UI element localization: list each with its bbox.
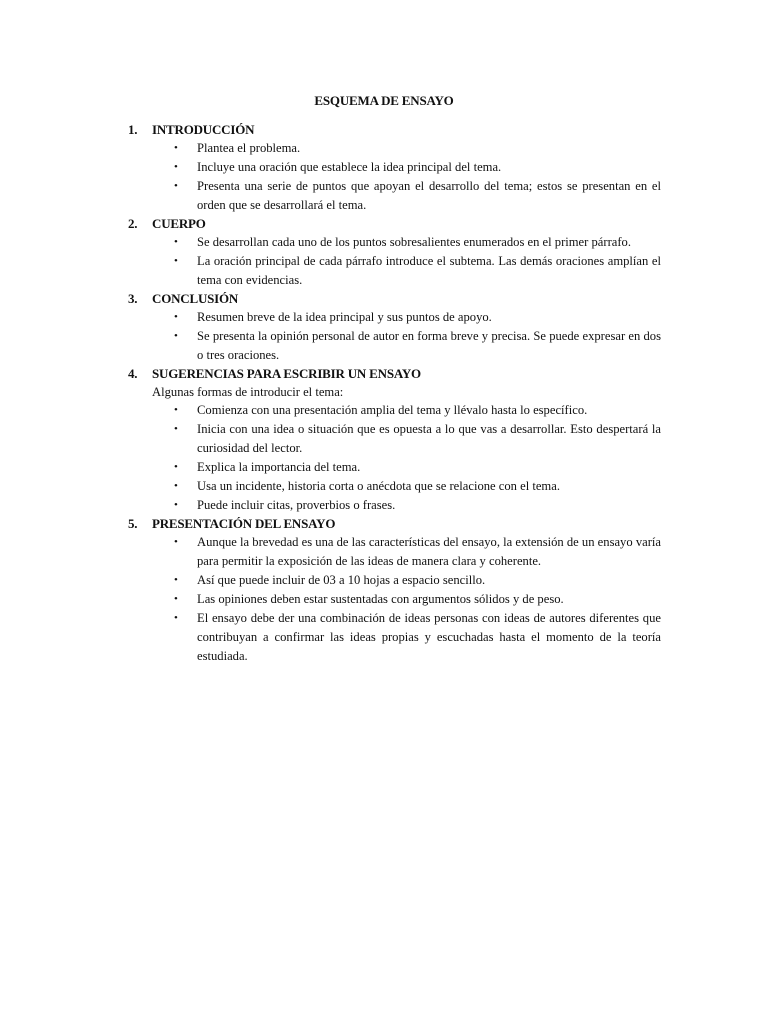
section-title: PRESENTACIÓN DEL ENSAYO [152, 516, 336, 531]
list-item-text: Plantea el problema. [197, 141, 301, 155]
list-item [128, 308, 661, 327]
list-item-text: Las opiniones deben estar sustentadas con argumentos sólidos y de peso. [197, 592, 564, 606]
bullet-icon: • [174, 461, 178, 473]
bullet-icon: • [174, 536, 178, 548]
list-item-text: Comienza con una presentación amplia del tema y llévalo hasta lo específico. [197, 403, 588, 417]
section-introduccion [128, 121, 661, 215]
section-number: 5. [128, 516, 138, 531]
bullet-icon: • [174, 180, 178, 192]
list-item [128, 233, 661, 252]
list-item [128, 401, 661, 420]
bullet-icon: • [174, 423, 178, 435]
bullet-list [128, 308, 661, 365]
list-item [128, 477, 661, 496]
section-heading [128, 121, 661, 139]
bullet-icon: • [174, 330, 178, 342]
list-item [128, 609, 661, 666]
bullet-icon: • [174, 612, 178, 624]
list-item [128, 590, 661, 609]
list-item [128, 252, 661, 290]
list-item-text: El ensayo debe der una combinación de ideas personas con ideas de autores diferentes que contribuyan a confirmar las ideas propias y escuchadas hasta el momento de la teoría estudiada. [197, 611, 661, 663]
list-item [128, 139, 661, 158]
section-cuerpo [128, 215, 661, 290]
list-item [128, 458, 661, 477]
section-heading [128, 365, 661, 383]
section-heading [128, 215, 661, 233]
section-sugerencias [128, 365, 661, 515]
list-item-text: Usa un incidente, historia corta o anécdota que se relacione con el tema. [197, 479, 560, 493]
list-item-text: La oración principal de cada párrafo introduce el subtema. Las demás oraciones amplían el tema con evidencias. [197, 254, 661, 287]
list-item-text: Puede incluir citas, proverbios o frases. [197, 498, 396, 512]
section-heading [128, 290, 661, 308]
section-title: CONCLUSIÓN [152, 291, 239, 306]
bullet-icon: • [174, 593, 178, 605]
list-item [128, 571, 661, 590]
section-presentacion [128, 515, 661, 666]
section-title: INTRODUCCIÓN [152, 122, 255, 137]
section-title: SUGERENCIAS PARA ESCRIBIR UN ENSAYO [152, 366, 421, 381]
bullet-icon: • [174, 499, 178, 511]
section-number: 2. [128, 216, 138, 231]
list-item-text: Inicia con una idea o situación que es opuesta a lo que vas a desarrollar. Esto despertará la curiosidad del lector. [197, 422, 661, 455]
list-item-text: Incluye una oración que establece la idea principal del tema. [197, 160, 502, 174]
section-number: 1. [128, 122, 138, 137]
section-conclusion [128, 290, 661, 365]
list-item [128, 420, 661, 458]
bullet-icon: • [174, 480, 178, 492]
bullet-list [128, 233, 661, 290]
list-item [128, 327, 661, 365]
bullet-icon: • [174, 255, 178, 267]
list-item-text: Se presenta la opinión personal de autor en forma breve y precisa. Se puede expresar en dos o tres oraciones. [197, 329, 661, 362]
section-number: 3. [128, 291, 138, 306]
section-title: CUERPO [152, 216, 206, 231]
list-item-text: Se desarrollan cada uno de los puntos sobresalientes enumerados en el primer párrafo. [197, 235, 631, 249]
bullet-icon: • [174, 142, 178, 154]
bullet-list [128, 533, 661, 666]
list-item [128, 158, 661, 177]
section-heading [128, 515, 661, 533]
bullet-icon: • [174, 404, 178, 416]
list-item-text: Así que puede incluir de 03 a 10 hojas a espacio sencillo. [197, 573, 486, 587]
section-number: 4. [128, 366, 138, 381]
bullet-icon: • [174, 574, 178, 586]
list-item [128, 533, 661, 571]
list-item-text: Aunque la brevedad es una de las características del ensayo, la extensión de un ensayo varía para permitir la exposición de las ideas de manera clara y coherente. [197, 535, 661, 568]
bullet-icon: • [174, 236, 178, 248]
bullet-icon: • [174, 161, 178, 173]
list-item-text: Explica la importancia del tema. [197, 460, 361, 474]
outline-content [128, 121, 661, 666]
list-item-text: Presenta una serie de puntos que apoyan el desarrollo del tema; estos se presentan en el orden que se desarrollará el tema. [197, 179, 661, 212]
list-item-text: Resumen breve de la idea principal y sus puntos de apoyo. [197, 310, 492, 324]
bullet-icon: • [174, 311, 178, 323]
bullet-list [128, 401, 661, 515]
bullet-list [128, 139, 661, 215]
list-item [128, 177, 661, 215]
document-title: ESQUEMA DE ENSAYO [314, 93, 454, 108]
list-item [128, 496, 661, 515]
section-intro: Algunas formas de introducir el tema: [152, 385, 344, 399]
